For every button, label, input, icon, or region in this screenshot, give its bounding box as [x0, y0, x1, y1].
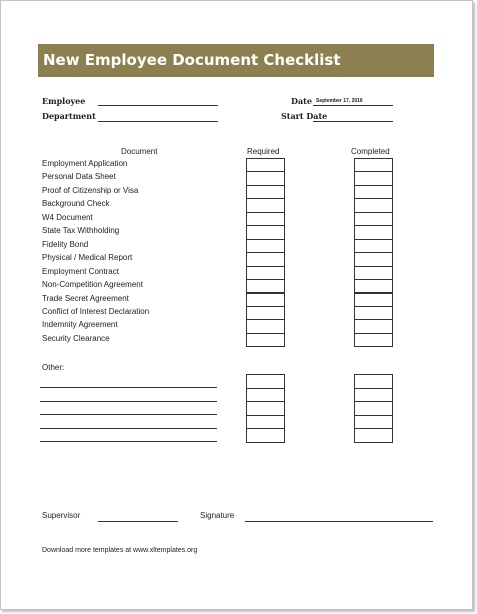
- document-item: Proof of Citizenship or Visa: [42, 185, 139, 195]
- start-date-label: Start Date: [281, 111, 328, 121]
- other-label: Other:: [42, 363, 65, 372]
- document-item: State Tax Withholding: [42, 226, 120, 236]
- other-completed-checkbox[interactable]: [354, 428, 393, 443]
- required-checkbox[interactable]: [246, 279, 285, 293]
- required-checkbox[interactable]: [246, 333, 285, 347]
- required-column-header: Required: [247, 147, 280, 156]
- other-document-line[interactable]: [40, 428, 217, 429]
- other-document-line[interactable]: [40, 401, 217, 402]
- completed-checkbox[interactable]: [354, 319, 393, 333]
- completed-checkbox[interactable]: [354, 252, 393, 266]
- other-completed-checkbox[interactable]: [354, 401, 393, 416]
- other-required-checkbox[interactable]: [246, 415, 285, 430]
- supervisor-field[interactable]: [98, 521, 178, 522]
- required-checkbox[interactable]: [246, 225, 285, 239]
- required-checkbox[interactable]: [246, 266, 285, 280]
- other-required-checkbox[interactable]: [246, 401, 285, 416]
- employee-field[interactable]: [98, 105, 218, 106]
- completed-checkbox[interactable]: [354, 306, 393, 320]
- completed-checkbox[interactable]: [354, 171, 393, 185]
- completed-checkbox[interactable]: [354, 225, 393, 239]
- required-checkbox[interactable]: [246, 252, 285, 266]
- completed-checkbox[interactable]: [354, 279, 393, 293]
- document-item: Background Check: [42, 199, 110, 209]
- required-checkbox[interactable]: [246, 239, 285, 253]
- other-completed-checkbox[interactable]: [354, 415, 393, 430]
- document-item: Employment Contract: [42, 266, 119, 276]
- completed-column-header: Completed: [351, 147, 390, 156]
- document-item: Employment Application: [42, 159, 128, 168]
- required-checkbox[interactable]: [246, 319, 285, 333]
- department-label: Department: [42, 111, 96, 121]
- required-checkbox[interactable]: [246, 306, 285, 320]
- department-field[interactable]: [98, 121, 218, 122]
- document-item: Conflict of Interest Declaration: [42, 306, 150, 316]
- required-checkbox[interactable]: [246, 158, 285, 172]
- completed-checkbox[interactable]: [354, 333, 393, 347]
- completed-checkbox[interactable]: [354, 293, 393, 307]
- required-checkbox[interactable]: [246, 171, 285, 185]
- document-item: Physical / Medical Report: [42, 253, 133, 263]
- required-checkbox[interactable]: [246, 212, 285, 226]
- completed-checkbox[interactable]: [354, 198, 393, 212]
- date-value: September 17, 2016: [316, 98, 363, 104]
- required-checkbox[interactable]: [246, 185, 285, 199]
- required-checkbox[interactable]: [246, 293, 285, 307]
- document-item: Non-Competition Agreement: [42, 280, 143, 290]
- title-banner: [38, 44, 434, 77]
- date-label: Date: [291, 96, 312, 106]
- document-item: Security Clearance: [42, 333, 110, 343]
- completed-checkbox[interactable]: [354, 185, 393, 199]
- completed-checkbox[interactable]: [354, 212, 393, 226]
- other-completed-checkbox[interactable]: [354, 388, 393, 403]
- completed-checkbox[interactable]: [354, 158, 393, 172]
- footer-text: Download more templates at www.xltemplates.org: [42, 547, 198, 554]
- page-title: New Employee Document Checklist: [43, 51, 341, 69]
- other-required-checkbox[interactable]: [246, 388, 285, 403]
- document-item: Trade Secret Agreement: [42, 293, 129, 303]
- document-column-header: Document: [121, 147, 158, 156]
- document-item: W4 Document: [42, 212, 93, 222]
- document-item: Personal Data Sheet: [42, 172, 116, 182]
- other-required-checkbox[interactable]: [246, 374, 285, 389]
- completed-checkbox[interactable]: [354, 239, 393, 253]
- signature-field[interactable]: [245, 521, 433, 522]
- signature-label: Signature: [200, 511, 235, 520]
- other-required-checkbox[interactable]: [246, 428, 285, 443]
- other-document-line[interactable]: [40, 387, 217, 388]
- other-document-line[interactable]: [40, 441, 217, 442]
- other-completed-checkbox[interactable]: [354, 374, 393, 389]
- document-item: Fidelity Bond: [42, 239, 89, 249]
- completed-checkbox[interactable]: [354, 266, 393, 280]
- required-checkbox[interactable]: [246, 198, 285, 212]
- document-item: Indemnity Agreement: [42, 320, 118, 330]
- start-date-field[interactable]: [313, 121, 393, 122]
- other-document-line[interactable]: [40, 414, 217, 415]
- date-field[interactable]: [313, 105, 393, 106]
- employee-label: Employee: [42, 96, 86, 106]
- supervisor-label: Supervisor: [42, 511, 81, 520]
